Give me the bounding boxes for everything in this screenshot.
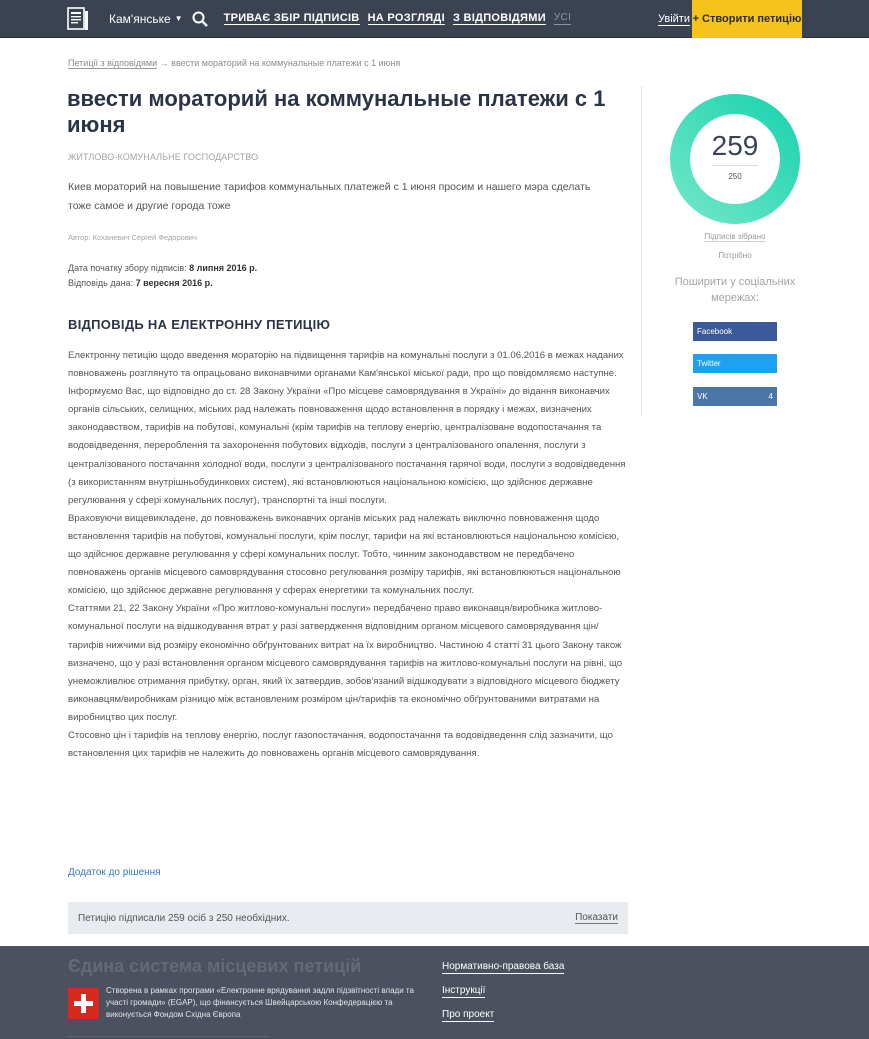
- ring-divider: [712, 165, 758, 166]
- signature-progress-ring: [670, 94, 800, 224]
- footer-link-instructions[interactable]: Інструкції: [442, 985, 486, 996]
- top-header: [0, 0, 869, 38]
- collected-label: [670, 232, 800, 241]
- city-selector[interactable]: [109, 12, 183, 26]
- petition-title: ввести мораторий на коммунальные платежи с 1 июня: [67, 86, 606, 137]
- signature-count: 259: [711, 130, 759, 161]
- create-petition-button[interactable]: + Створити петицію: [692, 0, 802, 38]
- petition-author: Автор: Коханевич Сергей Федорович: [68, 233, 197, 242]
- swiss-flag-icon: [68, 988, 99, 1019]
- breadcrumb: [68, 58, 400, 68]
- needed-label: Потрібно: [718, 251, 752, 260]
- footer-description: Створена в рамках програми «Електронне врядування задля підзвітності влади та участі громади» (EGAP), що фінансується Швейцарською Конфедерацією та виконується Фондом Східна Європа: [106, 986, 414, 1019]
- petition-category: ЖИТЛОВО-КОМУНАЛЬНЕ ГОСПОДАРСТВО: [68, 152, 259, 162]
- answer-date: 7 вересня 2016 р.: [135, 278, 213, 288]
- vk-label: VK: [697, 392, 708, 401]
- search-icon[interactable]: [192, 11, 208, 27]
- city-label: Кам'янське: [109, 11, 171, 26]
- document-icon[interactable]: [67, 7, 89, 31]
- nav-answered[interactable]: З ВІДПОВІДЯМИ: [452, 12, 546, 24]
- caret-down-icon: ▼: [174, 14, 183, 23]
- footer-divider: [68, 1036, 268, 1037]
- footer-link-legal[interactable]: Нормативно-правова база: [442, 961, 565, 972]
- share-facebook-button[interactable]: [693, 322, 777, 341]
- signature-goal: 250: [728, 172, 742, 181]
- nav-collecting[interactable]: ТРИВАЄ ЗБІР ПІДПИСІВ: [223, 12, 360, 24]
- petition-summary: Киев мораторий на повышение тарифов коммунальных платежей с 1 июня просим и нашего мэра сделать тоже самое и другие города тоже: [68, 181, 591, 212]
- facebook-label: Facebook: [697, 327, 733, 336]
- answer-date-label: Відповідь дана:: [68, 278, 136, 288]
- attachment-link[interactable]: Додаток до рішення: [68, 867, 161, 878]
- footer-links: [442, 961, 564, 1033]
- site-footer: [0, 946, 869, 1039]
- answer-paragraph: Інформуємо Вас, що відповідно до ст. 28 Закону України «Про місцеве самоврядування в Україні» до відання виконавчих органів сільських, селищних, міських рад належать повноваження щодо встановлення в порядку і межах, визначених законодавством, тарифів на побутові, комунальні (крім тарифів на теплову енергію, централізоване водопостачання та водовідведення, перероблення та захоронення побутових відходів, послуги з централізованого опалення, послуги з централізованого постачання холодної води, послуги з централізованого постачання гарячої води, послуги з водовідведення (з використанням внутрішньобудинкових систем), які встановлюються національною комісією, що здійснює державне регулювання у сфері комунальних послуг), транспортні та інші послуги.: [68, 386, 626, 506]
- share-vk-button[interactable]: [693, 387, 777, 406]
- start-date-label: Дата початку збору підписів:: [68, 263, 190, 273]
- breadcrumb-link[interactable]: Петиції з відповідями: [68, 58, 158, 68]
- nav-under-review[interactable]: НА РОЗГЛЯДІ: [367, 12, 445, 24]
- footer-title: Єдина система місцевих петицій: [68, 956, 362, 976]
- answer-paragraph: Враховуючи вищевикладене, до повноважень виконавчих органів міських рад належать виключно повноваження щодо встановлення тарифів на побутові, комунальні послуги, крім послуг, тарифи на які встановлюються національною комісією, що здійснює державне регулювання у сфері комунальних послуг. Тобто, чинним законодавством не передбачено повноважень органів місцевого самоврядування стосовно регулювання розміру тарифів, які встановлюються національною комісією, що здійснює державне регулювання у сферах енергетики та комунальних послуг.: [68, 512, 621, 597]
- main-nav: [224, 12, 580, 25]
- petition-dates: [68, 261, 257, 291]
- signatures-bar: [68, 902, 628, 934]
- share-title: Поширити у соціальних мережах:: [674, 276, 796, 304]
- answer-body: [68, 347, 628, 763]
- collected-label-text: Підписів зібрано: [704, 232, 766, 241]
- login-link[interactable]: Увійти: [658, 13, 690, 25]
- answer-paragraph: Стосовно цін і тарифів на теплову енергію, послуг газопостачання, водопостачання та водовідведення слід зазначити, що встановлення цих тарифів не належить до повноважень органів місцевого самоврядування.: [68, 729, 613, 760]
- show-signatures-link[interactable]: Показати: [575, 912, 618, 923]
- column-divider: [641, 86, 642, 416]
- answer-paragraph: Статтями 21, 22 Закону України «Про житлово-комунальні послуги» передбачено право виконавця/виробника житлово-комунальної послуги на відшкодування втрат у разі затвердження відповідним органом місцевого самоврядування цін/тарифів нижчими від розміру економічно обґрунтованих витрат на їх виробництво. Частиною 4 статті 31 цього Закону також визначено, що у разі встановлення органом місцевого самоврядування тарифів на житлово-комунальні послуги на рівні, що унеможливлює отримання прибутку, орган, який їх затвердив, зобов'язаний відшкодувати з відповідного місцевого бюджету виконавцям/виробникам різницю між встановленим розміром цін/тарифів та економічно обґрунтованими витратами на виробництво цих послуг.: [68, 603, 623, 723]
- footer-link-about[interactable]: Про проект: [442, 1009, 495, 1020]
- share-twitter-button[interactable]: [693, 354, 777, 373]
- breadcrumb-current: → ввести мораторий на коммунальные платежи с 1 июня: [159, 58, 401, 68]
- start-date: 8 липня 2016 р.: [189, 263, 258, 273]
- nav-all[interactable]: УСІ: [553, 12, 572, 23]
- signatures-text: Петицію підписали 259 осіб з 250 необхідних.: [78, 912, 290, 924]
- vk-count: 4: [768, 392, 773, 401]
- twitter-label: Twitter: [697, 359, 721, 368]
- answer-paragraph: Електронну петицію щодо введення мораторію на підвищення тарифів на комунальні послуги з 01.06.2016 в межах наданих повноважень розглянуто та опрацьовано виконавчими органами Кам'янської міської ради, про що повідомляємо наступне.: [68, 350, 624, 380]
- answer-heading: ВІДПОВІДЬ НА ЕЛЕКТРОННУ ПЕТИЦІЮ: [68, 317, 331, 332]
